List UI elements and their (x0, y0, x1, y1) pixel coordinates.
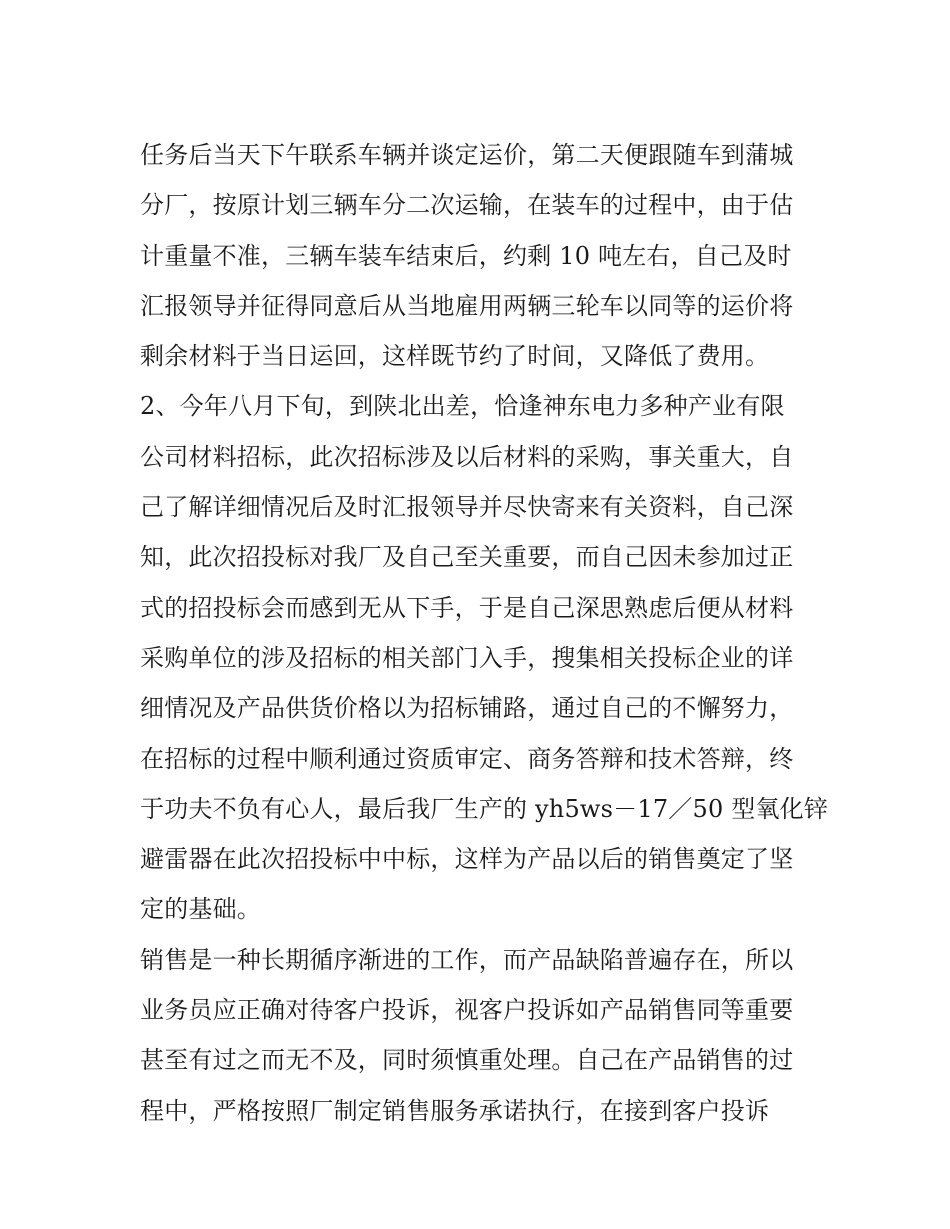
text-line: 程中，严格按照厂制定销售服务承诺执行，在接到客户投诉 (140, 1096, 770, 1125)
body-text (140, 130, 829, 1136)
text-line: 销售是一种长期循序渐进的工作，而产品缺陷普遍存在，所以 (140, 945, 794, 974)
text-line: 汇报领导并征得同意后从当地雇用两辆三轮车以同等的运价将 (140, 291, 794, 320)
text-line: 在招标的过程中顺利通过资质审定、商务答辩和技术答辩，终 (140, 744, 794, 773)
text-line: 任务后当天下午联系车辆并谈定运价，第二天便跟随车到蒲城 (140, 141, 794, 169)
text-line: 细情况及产品供货价格以为招标铺路，通过自己的不懈努力， (140, 694, 794, 723)
text-line: 2、今年八月下旬，到陕北出差，恰逢神东电力多种产业有限 (140, 392, 785, 421)
text-line: 于功夫不负有心人，最后我厂生产的 yh5ws－17／50 型氧化锌 (140, 794, 829, 823)
text-line: 分厂，按原计划三辆车分二次运输，在装车的过程中，由于估 (140, 191, 794, 220)
text-line: 计重量不准，三辆车装车结束后，约剩 10 吨左右，自己及时 (140, 241, 792, 270)
text-line: 剩余材料于当日运回，这样既节约了时间，又降低了费用。 (140, 342, 770, 371)
text-line: 公司材料招标，此次招标涉及以后材料的采购，事关重大，自 (140, 442, 794, 471)
text-line: 己了解详细情况后及时汇报领导并尽快寄来有关资料，自己深 (140, 493, 794, 522)
text-line: 式的招投标会而感到无从下手，于是自己深思熟虑后便从材料 (140, 593, 794, 622)
text-line: 避雷器在此次招投标中中标，这样为产品以后的销售奠定了坚 (140, 845, 794, 874)
text-line: 知，此次招投标对我厂及自己至关重要，而自己因未参加过正 (140, 543, 794, 572)
text-line: 采购单位的涉及招标的相关部门入手，搜集相关投标企业的详 (140, 643, 794, 672)
text-line: 定的基础。 (140, 895, 261, 924)
text-line: 业务员应正确对待客户投诉，视客户投诉如产品销售同等重要 (140, 996, 794, 1025)
text-line: 甚至有过之而无不及，同时须慎重处理。自己在产品销售的过 (140, 1046, 794, 1075)
